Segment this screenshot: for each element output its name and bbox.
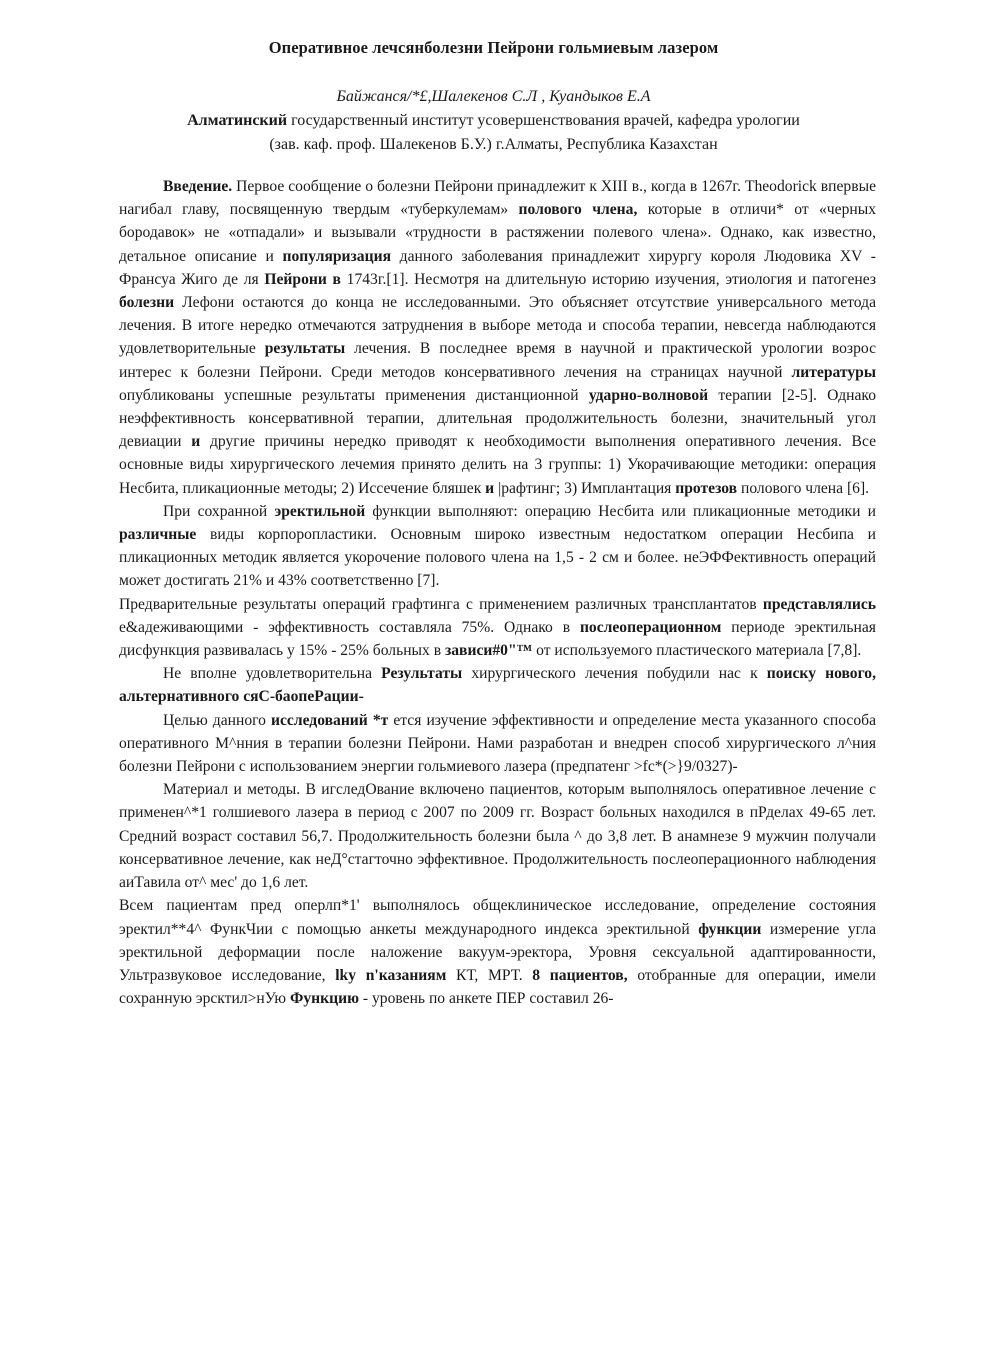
bold-text-run: болезни <box>119 294 175 312</box>
paper-body <box>119 175 876 1010</box>
bold-text-run: lky n'казаниям <box>335 966 447 984</box>
paper-title: Оперативное лечсянболезни Пейрони гольмиевым лазером <box>268 38 719 57</box>
text-run: измерение угла эректильной деформации после наложение вакуум-эректора, Уровня сексуальной адаптированности, Ультразвуковое исследование, <box>119 920 876 984</box>
bold-text-run: Введение. <box>163 178 233 195</box>
bold-text-run: популяризация <box>282 247 392 265</box>
text-run: |рафтинг; 3) Имплантация <box>494 479 676 497</box>
text-run: хирургического лечения побудили нас к <box>462 665 767 683</box>
bold-text-run: результаты <box>264 340 346 358</box>
bold-text-run: Пейрони в <box>264 270 341 288</box>
text-run: лечения. В последнее время в научной и практической урологии возрос интерес к болезни Пейрони. Среди методов консервативного лечения на страницах научной <box>119 340 876 381</box>
text-run: полового члена [6]. <box>737 479 870 497</box>
text-run: Всем пациентам пред оперлп*1' выполнялось общеклиническое исследование, определение состояния эректил**4^ ФункЧии с помощью анкеты международного индекса эректильной <box>119 897 876 938</box>
bold-text-run: полового члена, <box>518 201 638 219</box>
body-paragraph <box>119 593 876 663</box>
text-run: терапии [2-5]. Однако неэффективность консервативной терапии, длительная продолжительность болезни, значительный угол девиации <box>119 386 876 451</box>
body-paragraph <box>119 175 876 500</box>
body-paragraph <box>119 662 876 708</box>
text-run: При сохранной <box>163 502 275 520</box>
affiliation-line-1-rest: государственный институт усовершенствования врачей, кафедра урологии <box>287 112 800 129</box>
paper-authors: Байжанся/*£,Шалекенов С.Л , Куандыков Е.А <box>336 88 651 105</box>
bold-text-run: Функцию <box>289 990 360 1008</box>
text-run: виды корпоропластики. Основным широко известным недостатком операции Несбипа и пликационных методик является укорочение полового члена на 1,5 - 2 см и более. неЭФФективность операций может достигать 21% и 43% соответственно [7]. <box>119 526 876 590</box>
affiliation-line-1 <box>0 112 987 130</box>
text-run: от используемого пластического материала [7,8]. <box>532 642 862 660</box>
bold-text-run: послеоперационном <box>579 618 722 636</box>
text-run: Целью данного <box>163 711 272 729</box>
bold-text-run: исследований *т <box>271 711 389 729</box>
bold-text-run: литературы <box>791 363 876 381</box>
text-run: которые в отличи* от «черных бородавок» не «отпадали» и вызывали «трудности в растяжении полевого члена». Однако, как известно, детальное описание и <box>119 201 876 265</box>
affiliation-institution: Алматинский <box>187 112 288 129</box>
bold-text-run: 8 пациентов, <box>532 966 628 984</box>
text-run: Не вполне удовлетворительна <box>163 665 382 683</box>
text-run: - уровень по анкете ПЕР составил 26- <box>359 990 614 1008</box>
text-run: периоде эректильная дисфункция развивалась у 15% - 25% больных в <box>119 618 876 660</box>
bold-text-run: функции <box>698 920 762 938</box>
text-run: другие причины нередко приводят к необходимости выполнения оперативного лечения. Все основные виды хирургического лечемия принято делить на 3 группы: 1) Укорачивающие методики: операция Несбита, пликационные методы; 2) Иссечение бляшек <box>119 433 876 497</box>
text-run: функции выполняют: операцию Несбита или пликационные методики и <box>365 502 876 520</box>
text-run: КТ, МРТ. <box>446 966 533 984</box>
text-run: Лефони остаются до конца не исследованными. Это объясняет отсутствие универсального метода лечения. В итоге нередко отмечаются затруднения в выборе метода и способа терапии, невсегда наблюдаются удовлетворительные <box>119 294 876 358</box>
body-paragraph <box>119 500 876 593</box>
bold-text-run: поиску нового, альтернативного сяС-баопеРации- <box>119 665 876 706</box>
text-run: ется изучение эффективности и определение места указанного способа оперативного М^нния в терапии болезни Пейрони. Нами разработан и внедрен способ хирургического л^ния болезни Пейрони с использованием энергии гольмиевого лазера (предпатенг >fc*(>}9/0327)- <box>119 711 877 776</box>
bold-text-run: и <box>485 479 495 497</box>
text-run: 1743г.[1]. Несмотря на длительную историю изучения, этиология и патогенез <box>340 270 877 288</box>
body-paragraph <box>119 894 876 1010</box>
bold-text-run: и <box>191 433 201 451</box>
bold-text-run: ударно-волновой <box>588 386 709 404</box>
text-run: данного заболевания принадлежит хирургу короля Людовика XV - Франсуа Жиго де ля <box>119 247 876 288</box>
text-run: е&адеживающими - эффективность составляла 75%. Однако в <box>119 618 580 636</box>
bold-text-run: протезов <box>675 479 738 497</box>
bold-text-run: зависи#0"™ <box>444 642 533 660</box>
bold-text-run: представлялись <box>762 595 876 613</box>
bold-text-run: эректильной <box>274 502 366 520</box>
text-run: опубликованы успешные результаты применения дистанционной <box>119 386 589 404</box>
body-paragraph <box>119 709 876 779</box>
text-run: отобранные для операции, имели сохранную эрсктил>нУю <box>119 966 876 1008</box>
text-run: Предварительные результаты операций графтинга с применением различных трансплантатов <box>119 595 763 613</box>
text-run: Материал и методы. В игследОвание включено пациентов, которым выполнялось оперативное лечение с применен^*1 голшиевого лазера в период с 2007 по 2009 гг. Возраст больных находился в пРделах 49-65 лет. Средний возраст составил 56,7. Продолжительность болезни была ^ до 3,8 лет. В анамнезе 9 мужчин получали консервативное лечение, как неД°стагточно эффективное. Продолжительность послеоперационного наблюдения аиТавила от^ мес' до 1,6 лет. <box>119 781 876 892</box>
affiliation-line-2: (зав. каф. проф. Шалекенов Б.У.) г.Алматы, Республика Казахстан <box>269 136 718 153</box>
body-paragraph <box>119 778 876 894</box>
bold-text-run: Результаты <box>381 665 463 683</box>
bold-text-run: различные <box>119 526 197 544</box>
text-run: Первое сообщение о болезни Пейрони принадлежит к XIII в., когда в 1267г. Theodorick впервые нагибал главу, посвященную твердым «туберкулемам» <box>119 178 876 219</box>
